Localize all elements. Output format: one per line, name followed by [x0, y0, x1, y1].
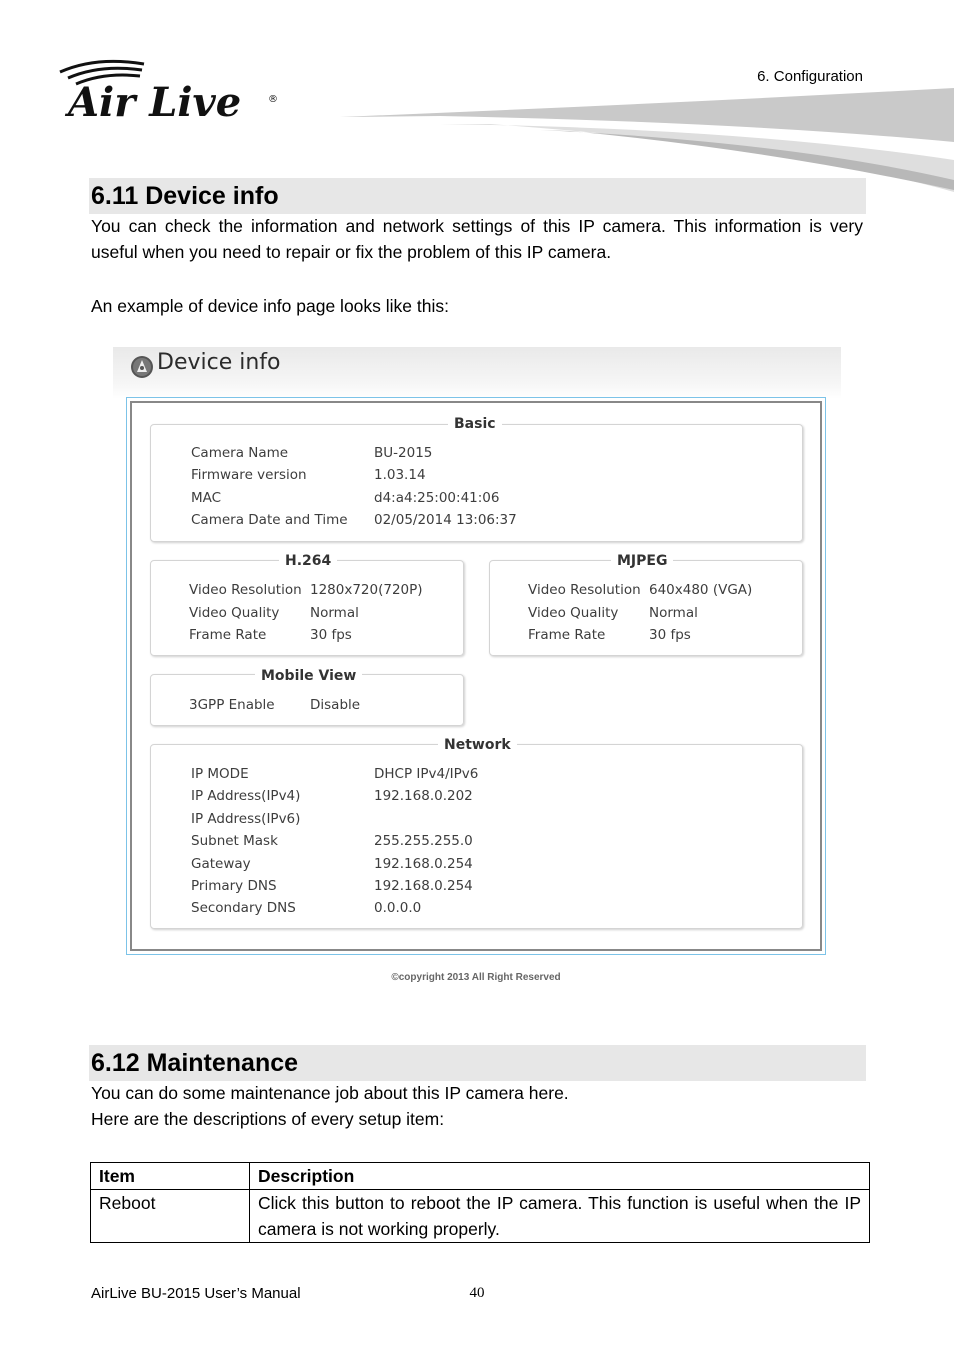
airlive-logo — [56, 58, 286, 124]
device-info-title: Device info — [157, 350, 281, 375]
secondary-dns-value: 0.0.0.0 — [374, 900, 422, 916]
mjpeg-video-quality-value: Normal — [649, 605, 698, 621]
section-heading-device-info — [89, 178, 866, 214]
camera-icon — [130, 355, 154, 379]
intro-paragraph: You can check the information and network settings of this IP camera. This information is very useful when you need to repair or fix the problem of this IP camera. — [91, 216, 863, 262]
section-title: 6.12 Maintenance — [91, 1049, 299, 1077]
ipv6-address-label: IP Address(IPv6) — [191, 811, 301, 827]
primary-dns-label: Primary DNS — [191, 878, 277, 894]
subnet-mask-value: 255.255.255.0 — [374, 833, 473, 849]
secondary-dns-label: Secondary DNS — [191, 900, 296, 916]
h264-frame-rate-label: Frame Rate — [189, 627, 267, 643]
subnet-mask-label: Subnet Mask — [191, 833, 278, 849]
ip-mode-value: DHCP IPv4/IPv6 — [374, 766, 479, 782]
mjpeg-video-resolution-label: Video Resolution — [528, 582, 641, 598]
copyright-text: ©copyright 2013 All Right Reserved — [391, 972, 561, 983]
3gpp-enable-value: Disable — [310, 697, 361, 713]
mac-value: d4:a4:25:00:41:06 — [374, 490, 500, 506]
mjpeg-frame-rate-value: 30 fps — [649, 627, 691, 643]
ipv4-address-value: 192.168.0.202 — [374, 788, 473, 804]
svg-text:Air Live: Air Live — [68, 79, 242, 124]
mobile-view-legend: Mobile View — [255, 668, 362, 684]
camera-name-value: BU-2015 — [374, 445, 433, 461]
table-header-item: Item — [91, 1163, 250, 1190]
ip-mode-label: IP MODE — [191, 766, 249, 782]
ipv4-address-label: IP Address(IPv4) — [191, 788, 301, 804]
mjpeg-video-resolution-value: 640x480 (VGA) — [649, 582, 753, 598]
section-heading-maintenance — [89, 1045, 866, 1081]
mjpeg-frame-rate-label: Frame Rate — [528, 627, 606, 643]
3gpp-enable-label: 3GPP Enable — [189, 697, 275, 713]
gateway-label: Gateway — [191, 856, 251, 872]
camera-date-time-label: Camera Date and Time — [191, 512, 348, 528]
page-number: 40 — [469, 1285, 485, 1301]
h264-frame-rate-value: 30 fps — [310, 627, 352, 643]
firmware-version-label: Firmware version — [191, 467, 307, 483]
gateway-value: 192.168.0.254 — [374, 856, 473, 872]
h264-video-quality-value: Normal — [310, 605, 359, 621]
h264-video-quality-label: Video Quality — [189, 605, 280, 621]
chapter-label: 6. Configuration — [757, 68, 863, 85]
table-cell-description: Click this button to reboot the IP camera. This function is useful when the IP camera is not working properly. — [250, 1190, 870, 1243]
example-paragraph: An example of device info page looks like this: — [91, 296, 449, 316]
firmware-version-value: 1.03.14 — [374, 467, 426, 483]
maintenance-line-1: You can do some maintenance job about this IP camera here. — [91, 1083, 569, 1103]
section-title: 6.11 Device info — [91, 182, 279, 210]
network-legend: Network — [438, 737, 517, 753]
basic-legend: Basic — [448, 416, 502, 432]
h264-video-resolution-label: Video Resolution — [189, 582, 302, 598]
footer-manual-title: AirLive BU-2015 User’s Manual — [91, 1285, 301, 1302]
mjpeg-legend: MJPEG — [611, 553, 673, 569]
h264-video-resolution-value: 1280x720(720P) — [310, 582, 423, 598]
maintenance-table — [90, 1162, 870, 1243]
table-row — [91, 1190, 870, 1243]
primary-dns-value: 192.168.0.254 — [374, 878, 473, 894]
mjpeg-video-quality-label: Video Quality — [528, 605, 619, 621]
svg-text:®: ® — [268, 94, 278, 105]
camera-date-time-value: 02/05/2014 13:06:37 — [374, 512, 517, 528]
maintenance-line-2: Here are the descriptions of every setup item: — [91, 1109, 445, 1129]
table-header-description: Description — [250, 1163, 870, 1190]
mac-label: MAC — [191, 490, 222, 506]
h264-legend: H.264 — [279, 553, 337, 569]
camera-name-label: Camera Name — [191, 445, 289, 461]
table-header-row — [91, 1163, 870, 1190]
table-cell-item: Reboot — [91, 1190, 250, 1243]
